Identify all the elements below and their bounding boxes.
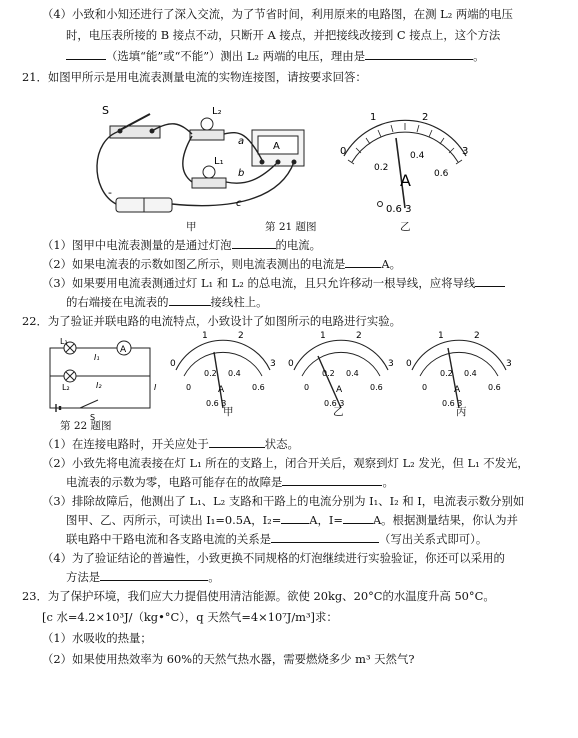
- q22-part2-line2: 电流表的示数为零，电路可能存在的故障是 。: [66, 475, 394, 489]
- q22-circuit-diagram: [40, 338, 170, 422]
- svg-text:0.2: 0.2: [440, 369, 453, 378]
- svg-text:0: 0: [406, 359, 412, 369]
- svg-text:0: 0: [186, 383, 192, 392]
- svg-text:A: A: [454, 385, 461, 395]
- lamp-l1-label: L₁: [214, 156, 224, 167]
- svg-text:0: 0: [304, 383, 310, 392]
- q22-part3-line2: 图甲、乙、丙所示，可读出 I₁=0.5A，I₂= A，I= A。根据测量结果，你认为并: [66, 513, 518, 527]
- q23-intro: 23．为了保护环境，我们应大力提倡使用清洁能源。欲使 20kg、20°C的水温度升高 50°C。: [22, 589, 495, 603]
- meter-terminals: 0.6 3: [386, 204, 412, 215]
- wire-c-label: c: [236, 198, 242, 209]
- svg-text:1: 1: [370, 112, 377, 123]
- svg-text:I₁: I₁: [94, 353, 100, 362]
- q22-part4-line1: （4）为了验证结论的普遍性，小致更换不同规格的灯泡继续进行实验验证，你还可以采用的: [42, 551, 505, 565]
- answer-blank[interactable]: [343, 512, 373, 524]
- svg-text:0.6: 0.6: [370, 383, 383, 392]
- wire-a-label: a: [238, 136, 245, 147]
- q22-part4-line2: 方法是 。: [66, 570, 220, 584]
- svg-text:0.6 3: 0.6 3: [206, 399, 227, 408]
- q22-part2-line1: （2）小致先将电流表接在灯 L₁ 所在的支路上，闭合开关后，观察到灯 L₂ 发光，但 L₁ 不发光，: [42, 456, 529, 470]
- svg-text:0.2: 0.2: [374, 163, 389, 173]
- svg-text:1: 1: [202, 331, 208, 341]
- q22-fig-caption: 第 22 题图: [60, 420, 112, 432]
- q20-4-line1: （4）小致和小知还进行了深入交流，为了节省时间，利用原来的电路图，在测 L₂ 两端的电压: [42, 7, 513, 21]
- answer-blank[interactable]: [281, 512, 309, 524]
- svg-text:2: 2: [422, 112, 429, 123]
- svg-text:I: I: [154, 383, 157, 392]
- svg-text:0.4: 0.4: [346, 369, 359, 378]
- ammeter-label: A: [273, 141, 280, 152]
- q21-part2: （2）如果电流表的示数如图乙所示，则电流表测出的电流是 A。: [42, 257, 402, 271]
- q21-fig-a-label: 甲: [186, 221, 197, 233]
- svg-text:S: S: [90, 413, 96, 422]
- q21-intro: 21．如图甲所示是用电流表测量电流的实物连接图，请按要求回答：: [22, 70, 367, 84]
- q22-part1: （1）在连接电路时，开关应处于 状态。: [42, 437, 299, 451]
- q21-fig-caption: 第 21 题图: [265, 221, 317, 233]
- meter-bing: [406, 331, 512, 408]
- answer-blank[interactable]: [365, 48, 473, 60]
- meter-label-jia: 甲: [223, 406, 234, 418]
- q22-part3-line1: （3）排除故障后，他测出了 L₁、L₂ 支路和干路上的电流分别为 I₁、I₂ 和 I，电流表示数分别如: [42, 494, 525, 508]
- svg-text:3: 3: [270, 359, 276, 369]
- answer-blank[interactable]: [282, 474, 382, 486]
- svg-text:A: A: [336, 385, 343, 395]
- svg-text:I₂: I₂: [96, 381, 102, 390]
- q22-part3-line3: 联电路中干路电流和各支路电流的关系是 （写出关系式即可）。: [66, 532, 488, 546]
- svg-text:1: 1: [438, 331, 444, 341]
- q20-4-line2: 时，电压表所接的 B 接点不动，只断开 A 接点，并把接线改接到 C 接点上，这个方法: [66, 28, 501, 42]
- q21-meter-face-figure: [330, 108, 480, 218]
- meter-yi: [288, 331, 394, 408]
- q21-fig-b-label: 乙: [400, 221, 411, 233]
- meter-label-bing: 丙: [456, 406, 467, 418]
- q20-4-line3: （选填“能”或“不能”）测出 L₂ 两端的电压，理由是 。: [66, 48, 485, 64]
- svg-text:0: 0: [170, 359, 176, 369]
- answer-blank[interactable]: [169, 294, 211, 306]
- svg-text:2: 2: [238, 331, 244, 341]
- meter-label-yi: 乙: [333, 406, 344, 418]
- answer-blank[interactable]: [66, 48, 106, 60]
- q21-physical-circuit-figure: [80, 100, 320, 220]
- svg-text:3: 3: [506, 359, 512, 369]
- svg-text:A: A: [120, 345, 127, 355]
- lamp-l2-label: L₂: [212, 106, 222, 117]
- battery-minus: -: [108, 186, 112, 199]
- q23-part1: （1）水吸收的热量；: [42, 631, 152, 645]
- q23-given: [c 水=4.2×10³J/（kg•°C），q 天然气=4×10⁷J/m³]求：: [42, 610, 338, 624]
- svg-text:0.2: 0.2: [204, 369, 217, 378]
- answer-blank[interactable]: [345, 256, 381, 268]
- switch-label: S: [102, 104, 109, 117]
- svg-text:1: 1: [320, 331, 326, 341]
- svg-text:3: 3: [462, 146, 469, 157]
- answer-blank[interactable]: [271, 531, 379, 543]
- svg-text:A: A: [218, 385, 225, 395]
- q21-part3-line1: （3）如果要用电流表测通过灯 L₁ 和 L₂ 的总电流，且只允许移动一根导线，应将导线: [42, 275, 505, 291]
- svg-text:0: 0: [422, 383, 428, 392]
- meter-unit-label: A: [400, 171, 411, 190]
- svg-text:0.2: 0.2: [322, 369, 335, 378]
- svg-text:0: 0: [288, 359, 294, 369]
- q21-part3-line2: 的右端接在电流表的 接线柱上。: [66, 295, 268, 309]
- svg-text:3: 3: [388, 359, 394, 369]
- svg-text:0.6: 0.6: [434, 169, 449, 179]
- svg-text:0.6 3: 0.6 3: [442, 399, 463, 408]
- svg-text:0.6 3: 0.6 3: [324, 399, 345, 408]
- answer-blank[interactable]: [232, 237, 276, 249]
- q21-part1: （1）图甲中电流表测量的是通过灯泡 的电流。: [42, 238, 322, 252]
- wire-b-label: b: [238, 168, 245, 179]
- svg-text:L₁: L₁: [60, 337, 68, 346]
- answer-blank[interactable]: [209, 436, 265, 448]
- svg-text:0.6: 0.6: [252, 383, 265, 392]
- svg-text:0: 0: [340, 146, 347, 157]
- q22-intro: 22．为了验证并联电路的电流特点，小致设计了如图所示的电路进行实验。: [22, 314, 401, 328]
- svg-text:0.4: 0.4: [464, 369, 477, 378]
- svg-text:0.6: 0.6: [488, 383, 501, 392]
- q22-meters-figure: [166, 330, 511, 414]
- answer-blank[interactable]: [100, 569, 208, 581]
- answer-blank[interactable]: [475, 275, 505, 287]
- svg-text:0.4: 0.4: [228, 369, 241, 378]
- svg-text:2: 2: [474, 331, 480, 341]
- svg-text:2: 2: [356, 331, 362, 341]
- svg-text:0.4: 0.4: [410, 151, 425, 161]
- svg-text:L₂: L₂: [62, 383, 70, 392]
- q23-part2: （2）如果使用热效率为 60%的天然气热水器，需要燃烧多少 m³ 天然气?: [42, 652, 415, 666]
- meter-jia: [170, 331, 276, 408]
